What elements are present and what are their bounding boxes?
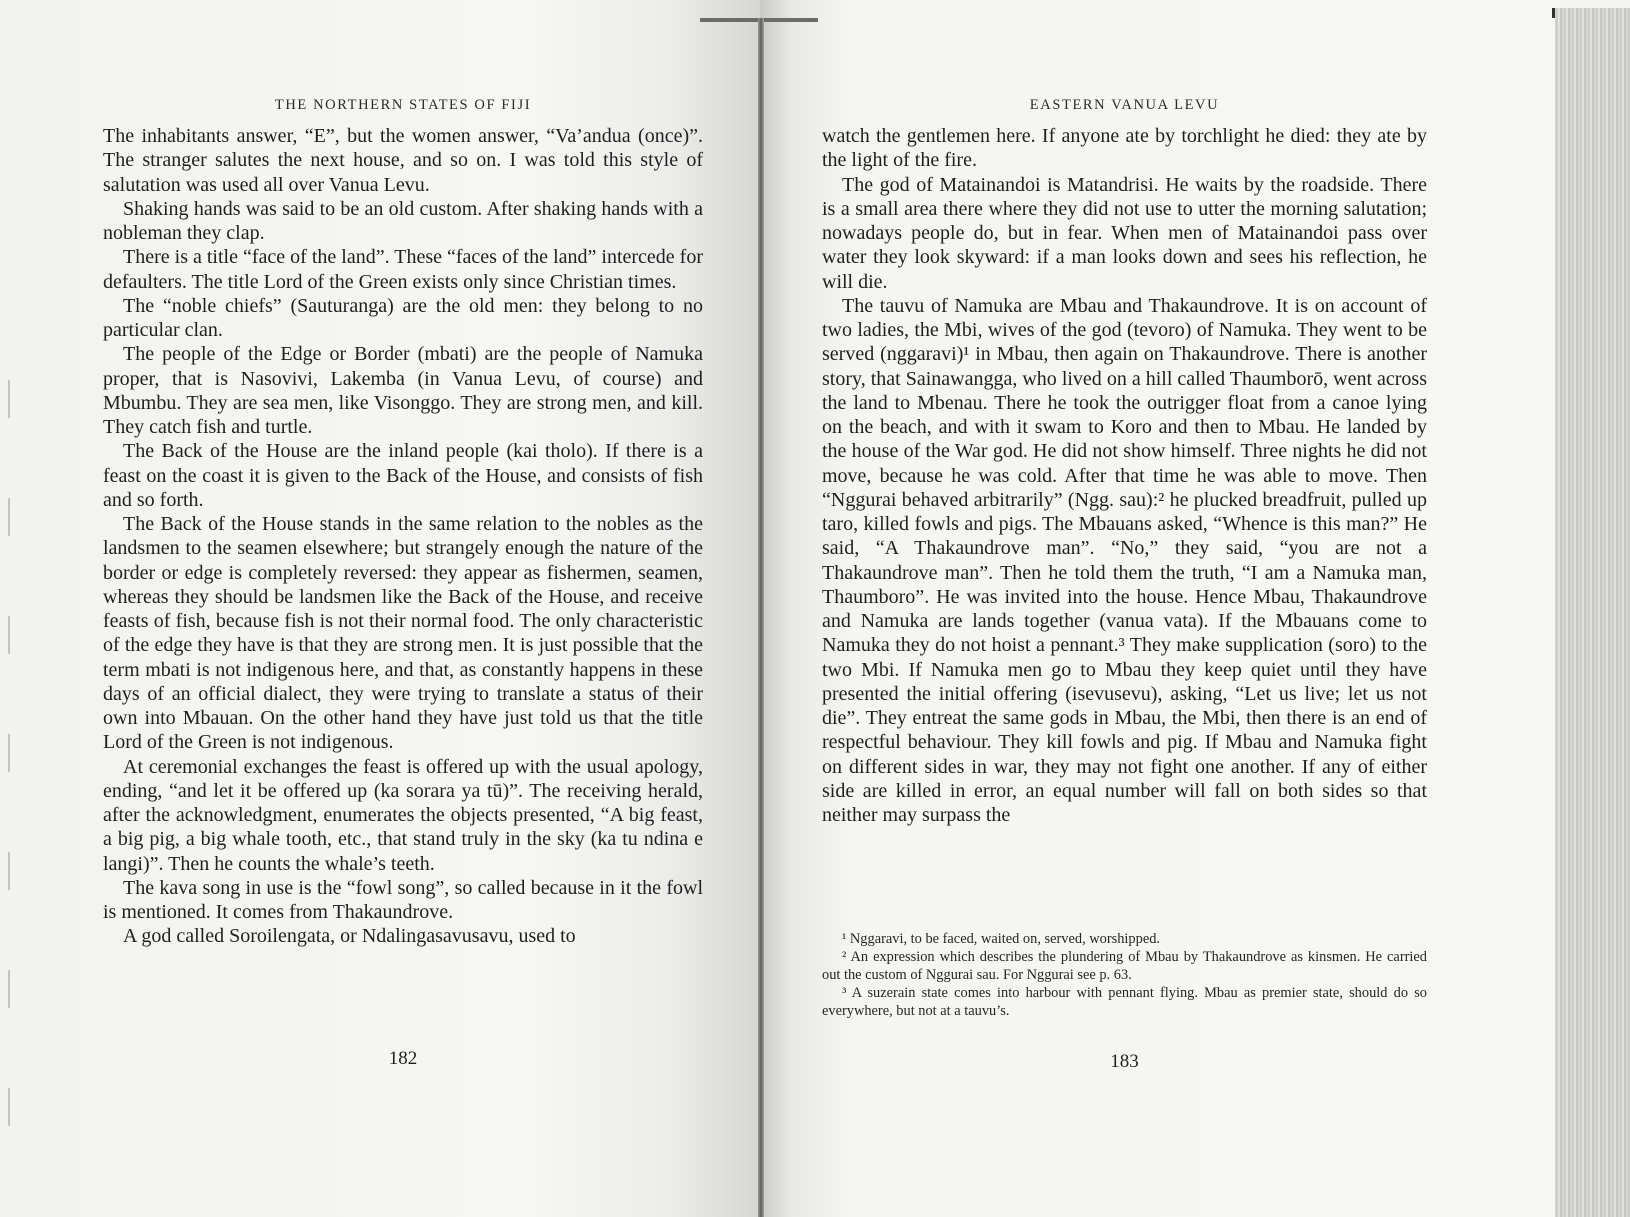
scan-edge-marks (8, 300, 10, 1180)
running-head: THE NORTHERN STATES OF FIJI (274, 97, 532, 113)
paragraph: The people of the Edge or Border (mbati) are the people of Namuka proper, that is Nasovivi, Lakemba (in Vanua Levu, of course) and Mbumbu. They are sea men, like Visonggo. They are strong men, and kill. They catch fish and turtle. (103, 343, 703, 438)
paragraph: The kava song in use is the “fowl song”, so called because in it the fowl is mentioned. It comes from Thakaundrove. (103, 876, 703, 923)
paragraph: The tauvu of Namuka are Mbau and Thakaundrove. It is on account of two ladies, the Mbi, wives of the god (tevoro) of Namuka. They went to be served (nggaravi)¹ in Mbau, then again on Thakaundrove. There is another story, that Sainawangga, who lived on a hill called Thaumborō, went across the land to Mbenau. There he took the outrigger float from a canoe lying on the beach, and with it swam to Koro and then to Mbau. He landed by the house of the War god. He did not show himself. Three nights he did not move, because he was cold. After that time he was able to move. Then “Nggurai behaved arbitrarily” (Ngg. sau):² he plucked breadfruit, pulled up taro, killed fowls and pigs. The Mbauans asked, “Whence is this man?” He said, “A Thakaundrove man”. “No,” they said, “you are not a Thakaundrove man”. Then he told them the truth, “I am a Namuka man, Thaumboro”. He was invited into the house. Hence Mbau, Thakaundrove and Namuka are lands together (vanua vata). If the Mbauans come to Namuka they do not hoist a pennant.³ They make supplication (soro) to the two Mbi. If Namuka men go to Mbau they keep quiet until they have presented the initial offering (isevusevu), asking, “Let us live; let us not die”. They entreat the same gods in Mbau, the Mbi, then there is an end of respectful behaviour. They kill fowls and pig. If Mbau and Namuka fight on different sides in war, they may not fight one another. If any of either side are killed in error, an equal number will fall on both sides so that neither may surpass the (822, 294, 1427, 826)
page-number: 183 (1110, 1051, 1139, 1072)
page-stack-edge (1555, 8, 1630, 1217)
paragraph: Shaking hands was said to be an old custom. After shaking hands with a nobleman they clap. (103, 197, 703, 244)
paragraph: The god of Matainandoi is Matandrisi. He waits by the roadside. There is a small area there where they did not use to utter the morning salutation; nowadays people do, but in fear. When men of Matainandoi pass over water they look skyward: if a man looks down and sees his reflection, he will die. (822, 173, 1427, 293)
paragraph: At ceremonial exchanges the feast is offered up with the usual apology, ending, “and let it be offered up (ka sorara ya tū)”. The receiving herald, after the acknowledgment, enumerates the objects presented, “A big feast, a big pig, a big whale tooth, etc., that stand truly in the sky (ka tu ndina e langi)”. Then he counts the whale’s teeth. (103, 755, 703, 875)
paragraph: The Back of the House stands in the same relation to the nobles as the landsmen to the seamen elsewhere; but strangely enough the nature of the border or edge is completely reversed: they appear as fishermen, seamen, whereas they should be landsmen like the Back of the House, and receive feasts of fish, because fish is not their normal food. The only characteristic of the edge they have is that they are strong men. It is just possible that the term mbati is not indigenous here, and that, as constantly happens in these days of an official dialect, they were trying to translate a status of their own into Mbauan. On the other hand they have just told us that the title Lord of the Green is not indigenous. (103, 513, 703, 754)
book-gutter (758, 18, 764, 1217)
paragraph: The “noble chiefs” (Sauturanga) are the old men: they belong to no particular clan. (103, 294, 703, 341)
paragraph: There is a title “face of the land”. These “faces of the land” intercede for defaulters. The title Lord of the Green exists only since Christian times. (103, 246, 703, 293)
footnotes (822, 930, 1427, 1020)
footnote: ¹ Nggaravi, to be faced, waited on, served, worshipped. (842, 931, 1161, 947)
running-head: EASTERN VANUA LEVU (1029, 97, 1220, 113)
body-text (103, 124, 703, 949)
body-text (822, 124, 1427, 827)
footnote: ³ A suzerain state comes into harbour with pennant flying. Mbau as premier state, should do so everywhere, but not at a tauvu’s. (822, 985, 1427, 1019)
paragraph: watch the gentlemen here. If anyone ate by torchlight he died: they ate by the light of the fire. (822, 125, 1427, 172)
paragraph: A god called Soroilengata, or Ndalingasavusavu, used to (123, 925, 576, 948)
paragraph: The Back of the House are the inland people (kai tholo). If there is a feast on the coast it is given to the Back of the House, and consists of fish and so forth. (103, 440, 703, 511)
page-number: 182 (388, 1048, 418, 1069)
paragraph: The inhabitants answer, “E”, but the women answer, “Va’andua (once)”. The stranger salutes the next house, and so on. I was told this style of salutation was used all over Vanua Levu. (103, 125, 703, 196)
footnote: ² An expression which describes the plundering of Mbau by Thakaundrove as kinsmen. He carried out the custom of Nggurai sau. For Nggurai see p. 63. (822, 949, 1427, 983)
